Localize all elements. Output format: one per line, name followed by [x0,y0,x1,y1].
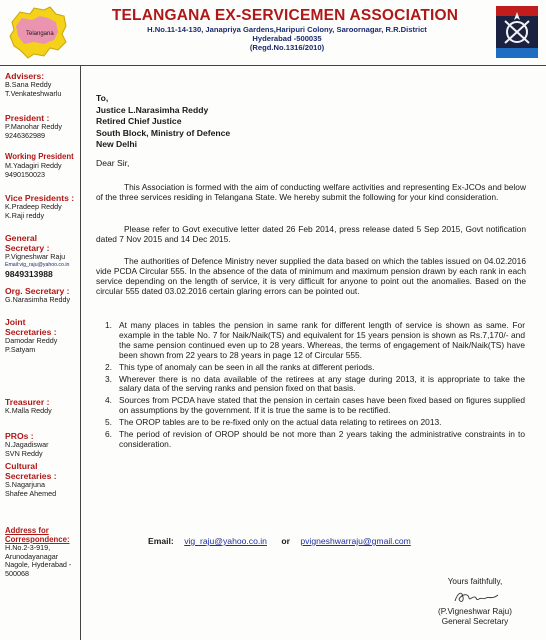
sidebar-divider [80,66,81,640]
email-label: Email: [148,536,174,546]
correspondence-line: Arunodayanagar [5,551,59,561]
working-president-heading: Working President [5,152,74,161]
sidebar-advisers [5,71,79,98]
org-secretary-name: G.Narasimha Reddy [5,295,71,304]
email-link-gmail[interactable]: pvigneshwarraju@gmail.com [300,536,411,546]
pros-heading: PROs : [5,431,34,441]
correspondence-line: 500068 [5,568,29,578]
correspondence-heading: Address for [5,526,49,535]
adviser-name: B.Sana Reddy [5,80,52,89]
joint-secretaries-heading: Joint [5,317,26,327]
address-city: Hyderabad -500035 [252,34,322,44]
general-secretary-email: Email:vig_raju@yahoo.co.in [5,261,70,268]
list-number: 6. [105,429,112,440]
to-label: To, [96,93,109,103]
header-divider [0,65,546,66]
logo-text: Telangana [26,31,54,37]
vice-president-name: K.Raji reddy [5,210,45,220]
list-number: 4. [105,395,112,406]
list-text: At many places in tables the pension in same rank for different length of service is shown as same. For example in the table No. 7 for Naik/Naik(TS) and equivalent for 15 years pension is shown as Rs.7,170/- and the same pension continued even up to 28 years. Whereas, the terms of engagement of Naik/Naik(TS) have been shown from 22 years to 28 years in page 12 of Circular 555. [119,320,525,360]
cultural-heading: Cultural [5,461,38,471]
general-secretary-heading: Secretary : [5,243,50,253]
sidebar-correspondence [5,526,79,578]
general-secretary-name: P.Vigneshwar Raju [5,252,66,261]
joint-secretary-name: P.Satyam [5,344,36,354]
list-text: This type of anomaly can be seen in all the ranks at different periods. [119,361,375,372]
list-item [105,375,525,395]
organization-title: TELANGANA EX-SERVICEMEN ASSOCIATION [111,7,459,24]
joint-secretary-name: Damodar Reddy [5,336,58,345]
treasurer-heading: Treasurer : [5,397,50,407]
sidebar-joint-secretaries [5,317,79,354]
list-text: Sources from PCDA have stated that the pension in certain cases have been fixed based on figures supplied on assumptions by the government. If it is true the same is to be rectified. [119,395,525,416]
ex-servicemen-emblem [492,2,542,62]
sidebar-president [5,113,79,140]
list-text: The OROP tables are to be re-fixed only on the actual data relating to retirees on 2013. [119,417,442,428]
correspondence-heading: Correspondence: [5,535,70,544]
list-item [105,363,525,373]
organization-address [92,25,482,53]
registration-number: (Regd.No.1316/2010) [249,43,325,53]
pro-name: N.Jagadiswar [5,440,49,449]
joint-secretaries-heading: Secretaries : [5,327,57,337]
sidebar-working-president [5,152,79,179]
list-text: Wherever there is no data available of the retirees at any stage during 2013, it is appropriate to take the salary data of the serving ranks and pension fixed on that basis. [119,373,525,394]
list-number: 5. [105,417,112,428]
recipient-line: South Block, Ministry of Defence [96,127,231,138]
email-link-yahoo[interactable]: vig_raju@yahoo.co.in [184,536,267,546]
list-number: 3. [105,373,112,384]
list-item [105,321,525,361]
recipient-line: Retired Chief Justice [96,116,182,126]
general-secretary-heading: General [5,233,38,243]
org-secretary-heading: Org. Secretary : [5,286,70,296]
advisers-heading: Advisers: [5,71,45,81]
paragraph-references: Please refer to Govt executive letter dated 26 Feb 2014, press release dated 5 Sep 2015, Govt notification dated 7 Nov 2015 and 14 Dec 2015. [96,224,526,244]
salutation: Dear Sir, [96,158,130,168]
cultural-secretary-name: Shafee Ahemed [5,488,57,498]
list-number: 2. [105,361,112,372]
telangana-map-logo [4,4,74,62]
correspondence-line: Nagole, Hyderabad - [5,560,72,570]
general-secretary-phone: 9849313988 [5,268,53,279]
pro-name: SVN Reddy [5,448,43,458]
recipient-block [96,93,230,151]
recipient-line: New Delhi [96,139,138,149]
list-text: The period of revision of OROP should be not more than 2 years taking the administrative constraints in to consideration. [119,429,525,449]
sidebar-general-secretary [5,233,79,279]
treasurer-name: K.Malla Reddy [5,406,52,415]
president-name: P.Manohar Reddy [5,122,63,131]
list-item [105,418,525,428]
president-heading: President : [5,113,50,123]
paragraph-intro: This Association is formed with the aim of conducting welfare activities and representing Ex-JCOs and below of the three services residing in Telangana State. We hereby submit the following for your kind consideration. [96,182,526,202]
recipient-line: Justice L.Narasimha Reddy [96,104,209,115]
email-contact-line [148,536,411,546]
sidebar-org-secretary [5,286,79,305]
sidebar-treasurer [5,397,79,416]
sidebar-cultural-secretaries [5,461,79,498]
anomaly-list [105,321,525,452]
cultural-secretary-name: S.Nagarjuna [5,480,45,489]
adviser-name: T.Venkateshwarlu [5,88,62,98]
sidebar-vice-presidents [5,193,79,220]
list-number: 1. [105,320,112,330]
working-president-name: M.Yadagiri Reddy [5,161,62,170]
handwritten-signature [452,588,502,606]
sidebar-pros [5,431,79,458]
working-president-phone: 9490150023 [5,169,45,179]
vice-president-name: K.Pradeep Reddy [5,202,62,211]
closing-text: Yours faithfully, [447,577,503,586]
president-phone: 9246362989 [5,130,45,140]
paragraph-data-issue: The authorities of Defence Ministry never supplied the data based on which the tables issued on 04.02.2016 vide PCDA Circular 555. In the absence of the data of minimum and maximum pension drawn by each rank in each service depending on the length of service, it is very difficult for anyone to point out the anomalies. Based on the circular 555 dated 03.02.2016 certain glaring errors can be pointed out. [96,256,526,296]
correspondence-line: H.No.2-3-919, [5,543,51,552]
cultural-heading: Secretaries : [5,471,57,481]
address-line: H.No.11-14-130, Janapriya Gardens,Haripuri Colony, Saroornagar, R.R.District [147,25,427,34]
vice-presidents-heading: Vice Presidents : [5,193,75,203]
email-or: or [281,536,290,546]
list-item [105,430,525,450]
list-item [105,396,525,416]
signer-name: (P.Vigneshwar Raju) [438,607,512,616]
signer-title: General Secretary [441,617,509,626]
